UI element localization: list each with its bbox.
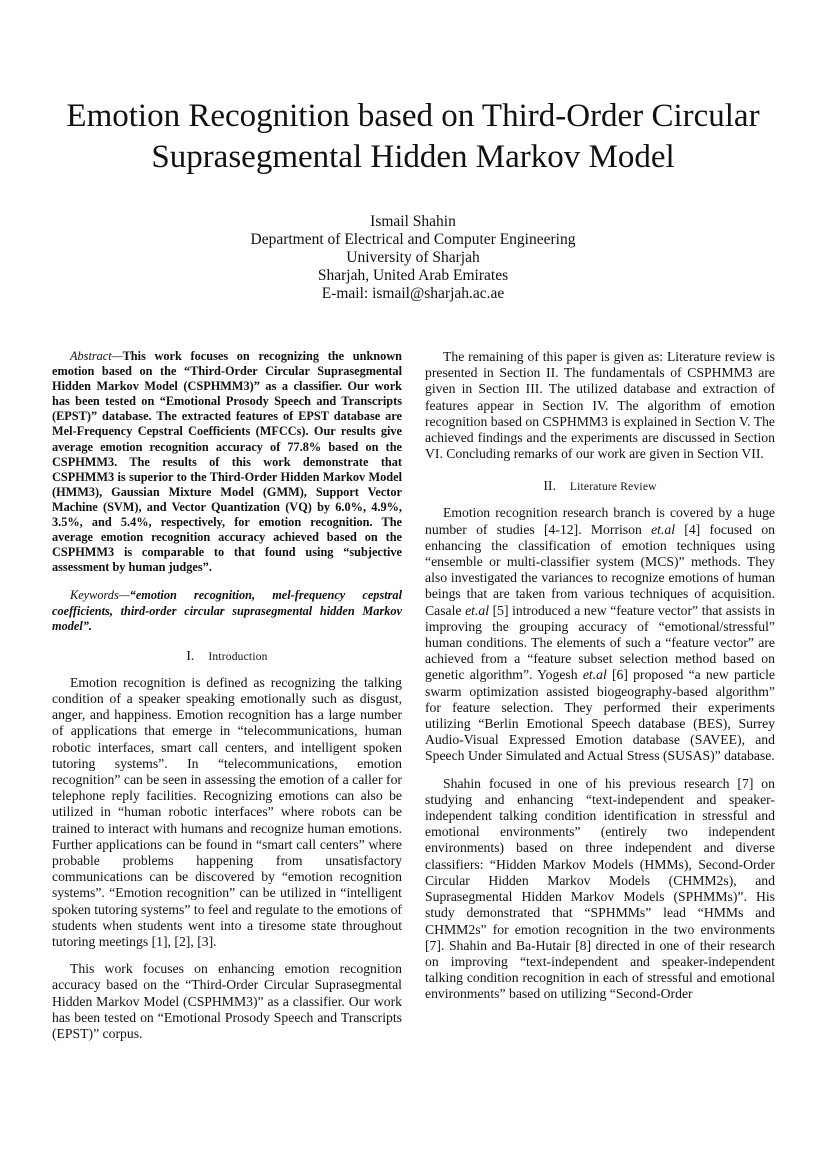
literature-paragraph-1 <box>425 505 775 764</box>
right-column <box>425 349 775 1003</box>
author-university: University of Sharjah <box>346 249 480 266</box>
section-heading-introduction <box>52 648 402 665</box>
etal-italic: et.al <box>651 521 676 537</box>
abstract <box>52 349 402 575</box>
intro-paragraph-1: Emotion recognition is defined as recognizing the talking condition of a speaker speaking emotionally such as disgust, anger, and happiness. Emotion recognition has a large number of applications that emerge in “telecommunications, human robotic interfaces, smart call centers, and intelligent spoken tutoring systems”. In “telecommunications, emotion recognition” can be seen in assessing the emotion of a caller for telephone reply facilities. Recognizing emotions can also be utilized in “human robotic interfaces” where robots can be trained to interact with humans and recognize human emotions. Further applications can be found in “smart call centers” where probable problems happening from unsatisfactory communications can be discovered by “emotion recognition systems”. “Emotion recognition” can be utilized in “intelligent spoken tutoring systems” to feel and regulate to the emotions of students when students went into a tiresome state throughout tutoring meetings [1], [2], [3]. <box>52 674 402 949</box>
section-number: I. <box>186 647 195 663</box>
abstract-lead: Abstract— <box>70 349 123 363</box>
abstract-text: This work focuses on recognizing the unknown emotion based on the “Third-Order Circular Suprasegmental Hidden Markov Model (CSPHMM3)” as a classifier. Our work has been tested on “Emotional Prosody Speech and Transcripts (EPST)” database. The extracted features of EPST database are Mel-Frequency Cepstral Coefficients (MFCCs). Our results give average emotion recognition accuracy of 77.8% based on the CSPHMM3. The results of this work demonstrate that CSPHMM3 is superior to the Third-Order Hidden Markov Model (HMM3), Gaussian Mixture Model (GMM), Support Vector Machine (SVM), and Vector Quantization (VQ) by 6.0%, 4.9%, 3.5%, and 5.4%, respectively, for emotion recognition. The average emotion recognition accuracy achieved based on the CSPHMM3 is comparable to that found using “subjective assessment by human judges”. <box>52 349 402 575</box>
keywords-lead: Keywords— <box>70 588 130 603</box>
author-block <box>120 213 706 303</box>
author-location: Sharjah, United Arab Emirates <box>317 267 509 284</box>
author-name: Ismail Shahin <box>370 213 456 230</box>
intro-paragraph-2: This work focuses on enhancing emotion recognition accuracy based on the “Third-Order Circular Suprasegmental Hidden Markov Model (CSPHMM3)” as a classifier. Our work has been tested on “Emotional Prosody Speech and Transcripts (EPST)” corpus. <box>52 961 402 1041</box>
text-run: [6] proposed “a new particle swarm optimization assisted biogeography-based algorithm” for feature selection. They performed their experiments utilizing “Berlin Emotional Speech database (BES), Surrey Audio-Visual Expressed Emotion database (SAVEE), and Speech Under Simulated and Actual Stress (SUSAS)” database. <box>425 667 775 764</box>
text-run: [5] introduced a new “feature vector” that assists in improving the grouping accuracy of “emotional/stressful” human conditions. The elements of such a “feature vector” are achieved from a “feature subset selection method based on genetic algorithm”. Yogesh <box>425 602 775 683</box>
section-number: II. <box>543 478 556 494</box>
title-line-2: Suprasegmental Hidden Markov Model <box>151 139 675 175</box>
outline-paragraph: The remaining of this paper is given as: Literature review is presented in Section II. The fundamentals of CSPHMM3 are given in Section III. The utilized database and extraction of features appear in Section IV. The algorithm of emotion recognition based on CSPHMM3 is explained in Section V. The achieved findings and the experiments are discussed in Section VI. Concluding remarks of our work are given in Section VII. <box>425 349 775 462</box>
author-email: E-mail: ismail@sharjah.ac.ae <box>321 285 505 302</box>
section-title: Literature Review <box>569 481 657 494</box>
keywords-text: “emotion recognition, mel-frequency cepstral coefficients, third-order circular suprasegmental hidden Markov model”. <box>52 588 402 633</box>
section-title: Introduction <box>208 650 268 663</box>
etal-italic: et.al <box>465 602 490 618</box>
literature-paragraph-2: Shahin focused in one of his previous research [7] on studying and enhancing “text-independent and speaker-independent talking condition identification in stressful and emotional environments” (entirely two independent environments) based on three independent and diverse classifiers: “Hidden Markov Models (HMMs), Second-Order Circular Hidden Markov Models (CHMM2s), and Suprasegmental Hidden Markov Models (SPHMMs)”. His study demonstrated that “SPHMMs” lead “HMMs and CHMM2s” for emotion recognition in the two environments [7]. Shahin and Ba-Hutair [8] directed in one of their research on improving “text-independent and speaker-independent talking condition recognition in each of stressful and emotional environments” based on utilizing “Second-Order <box>425 775 775 1002</box>
left-column <box>52 349 402 1042</box>
text-run: Emotion recognition research branch is covered by a huge number of studies [4-12]. Morrison <box>425 505 775 537</box>
title-line-1: Emotion Recognition based on Third-Order Circular <box>66 98 760 134</box>
text-run: [4] focused on enhancing the classification of emotion techniques using “ensemble or multi-classifier system (MCS)” methods. They also investigated the variances to recognize emotions of human beings that are taken from various techniques of acquisition. Casale <box>425 521 776 618</box>
keywords <box>52 588 402 633</box>
etal-italic: et.al <box>582 667 607 683</box>
author-department: Department of Electrical and Computer Engineering <box>250 231 576 248</box>
section-heading-literature-review <box>425 478 775 495</box>
paper-title <box>40 96 786 178</box>
